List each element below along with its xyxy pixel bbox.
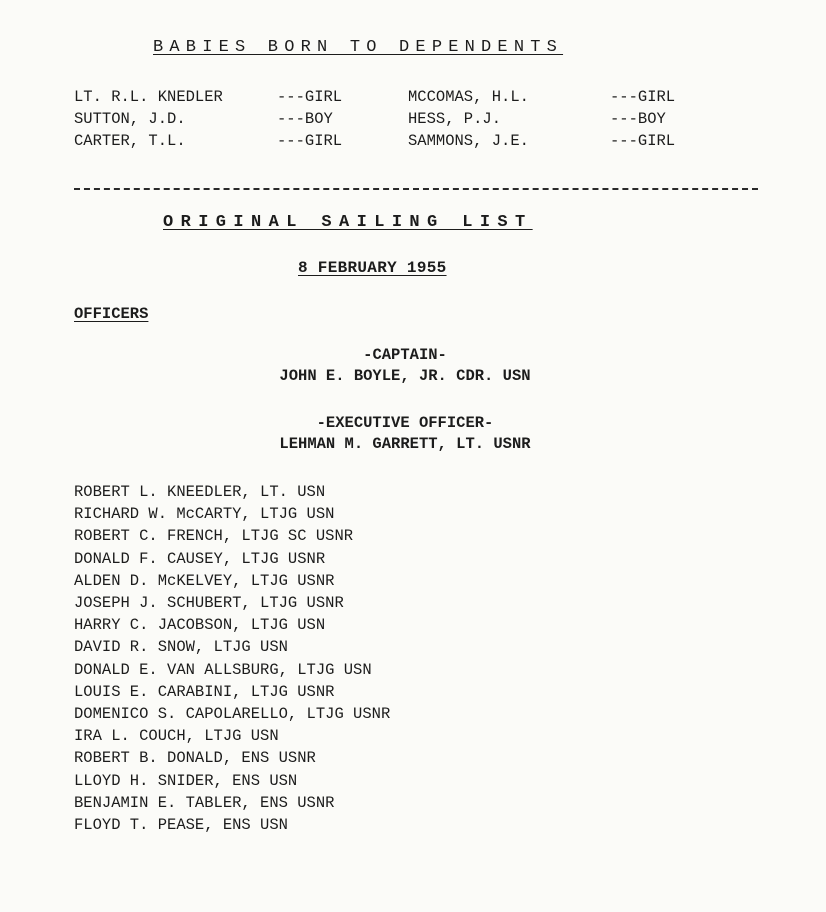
- officer-entry: RICHARD W. McCARTY, LTJG USN: [74, 505, 335, 524]
- officer-entry: IRA L. COUCH, LTJG USN: [74, 727, 279, 746]
- officer-entry: DONALD E. VAN ALLSBURG, LTJG USN: [74, 660, 372, 679]
- officer-entry: DONALD F. CAUSEY, LTJG USNR: [74, 549, 326, 568]
- baby-sex: ---GIRL: [277, 132, 343, 150]
- officer-entry: ALDEN D. McKELVEY, LTJG USNR: [74, 571, 335, 590]
- baby-parent-name: SUTTON, J.D.: [74, 110, 186, 128]
- babies-heading: BABIES BORN TO DEPENDENTS: [153, 38, 564, 57]
- officer-entry: DOMENICO S. CAPOLARELLO, LTJG USNR: [74, 705, 391, 724]
- baby-parent-name: CARTER, T.L.: [74, 132, 186, 150]
- officer-entry: FLOYD T. PEASE, ENS USN: [74, 816, 288, 835]
- officer-entry: LLOYD H. SNIDER, ENS USN: [74, 771, 298, 790]
- baby-parent-name: HESS, P.J.: [408, 110, 502, 128]
- officer-entry: ROBERT C. FRENCH, LTJG SC USNR: [74, 527, 354, 546]
- baby-sex: ---BOY: [610, 110, 666, 128]
- captain-name: JOHN E. BOYLE, JR. CDR. USN: [279, 367, 531, 385]
- executive-officer-block: [0, 413, 810, 455]
- captain-title: -CAPTAIN-: [363, 346, 447, 364]
- officer-entry: DAVID R. SNOW, LTJG USN: [74, 638, 288, 657]
- captain-block: [0, 345, 810, 387]
- dashed-divider: [74, 188, 758, 190]
- baby-parent-name: MCCOMAS, H.L.: [408, 88, 529, 106]
- officer-entry: BENJAMIN E. TABLER, ENS USNR: [74, 793, 335, 812]
- executive-officer-title: -EXECUTIVE OFFICER-: [316, 414, 494, 432]
- baby-parent-name: LT. R.L. KNEDLER: [74, 88, 223, 106]
- officer-entry: ROBERT L. KNEEDLER, LT. USN: [74, 483, 326, 501]
- baby-parent-name: SAMMONS, J.E.: [408, 132, 529, 150]
- officers-label: OFFICERS: [74, 305, 149, 323]
- baby-sex: ---GIRL: [277, 88, 343, 106]
- baby-sex: ---GIRL: [610, 132, 676, 150]
- officer-entry: LOUIS E. CARABINI, LTJG USNR: [74, 682, 335, 701]
- officer-entry: JOSEPH J. SCHUBERT, LTJG USNR: [74, 594, 344, 613]
- baby-sex: ---GIRL: [610, 88, 676, 106]
- executive-officer-name: LEHMAN M. GARRETT, LT. USNR: [279, 435, 531, 453]
- officer-entry: HARRY C. JACOBSON, LTJG USN: [74, 616, 326, 635]
- officer-entry: ROBERT B. DONALD, ENS USNR: [74, 749, 316, 768]
- officer-list: [74, 481, 390, 836]
- baby-sex: ---BOY: [277, 110, 333, 128]
- sailing-list-heading: ORIGINAL SAILING LIST: [163, 213, 533, 232]
- sailing-date: 8 FEBRUARY 1955: [298, 259, 447, 277]
